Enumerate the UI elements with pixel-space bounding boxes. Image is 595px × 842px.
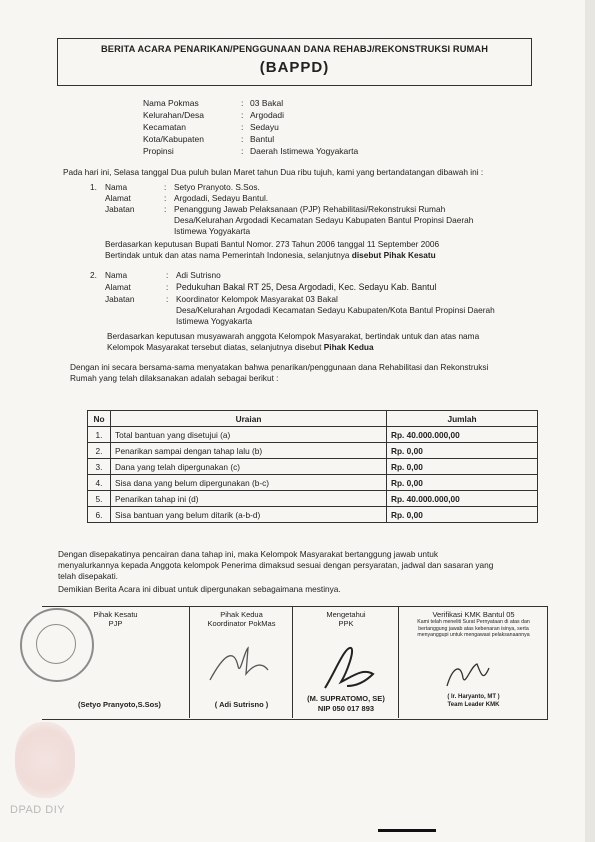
sig-role: Pihak Kesatu [93, 610, 138, 619]
row-uraian: Sisa dana yang belum dipergunakan (b-c) [111, 475, 387, 491]
identity-label-kecamatan: Kecamatan [143, 122, 186, 132]
sig-note: Kami telah meneliti Surat Pernyataan di atas dan bertanggung jawab atas kebenaran isinya, serta menyanggupi untuk mengawasi pelaksanaannya [417, 619, 530, 638]
closing-line4: Demikian Berita Acara ini dibuat untuk dipergunakan sebagaimana mestinya. [58, 584, 341, 594]
crest-watermark [15, 722, 75, 798]
row-jumlah: Rp. 0,00 [387, 459, 538, 475]
table-row [88, 427, 538, 443]
scan-mark [378, 829, 436, 832]
row-uraian: Dana yang telah dipergunakan (c) [111, 459, 387, 475]
identity-value-pokmas: 03 Bakal [250, 98, 284, 108]
party2-nama-label: Nama [105, 270, 128, 280]
party2-jabatan-line1: Koordinator Kelompok Masyarakat 03 Bakal [176, 294, 338, 304]
colon: : [164, 193, 167, 203]
document-code: (BAPPD) [259, 59, 330, 76]
sig-role: Verifikasi KMK Bantul 05 [432, 610, 515, 619]
row-jumlah: Rp. 40.000.000,00 [387, 427, 538, 443]
party2-jabatan-label: Jabatan [105, 294, 135, 304]
row-uraian: Sisa bantuan yang belum ditarik (a-b-d) [111, 507, 387, 523]
sig-name: ( Adi Sutrisno ) [214, 700, 269, 709]
party1-acting-bold: disebut Pihak Kesatu [351, 250, 436, 260]
page-edge-shadow [585, 0, 595, 842]
identity-colon: : [241, 110, 244, 120]
agreement-line2: Rumah yang telah dilaksanakan adalah sebagai berikut : [70, 373, 279, 383]
column-header-jumlah: Jumlah [387, 411, 538, 427]
table-row [88, 475, 538, 491]
party2-basis-line1: Berdasarkan keputusan musyawarah anggota Kelompok Masyarakat, bertindak untuk dan atas nama [107, 331, 480, 341]
identity-value-kabupaten: Bantul [250, 134, 275, 144]
party1-alamat-label: Alamat [105, 193, 131, 203]
closing-line1: Dengan disepakatinya pencairan dana tahap ini, maka Kelompok Masyarakat bertanggung jawab untuk [58, 549, 439, 559]
signature-cell-verifikasi [398, 606, 548, 718]
identity-colon: : [241, 134, 244, 144]
party2-basis-bold: Pihak Kedua [323, 342, 374, 352]
party2-number: 2. [90, 270, 97, 280]
closing-line2: menyalurkannya kepada Anggota kelompok Penerima dimaksud sesuai dengan persyaratan, jadwal dan sasaran yang [58, 560, 494, 570]
row-uraian: Penarikan tahap ini (d) [111, 491, 387, 507]
sig-team: Team Leader KMK [447, 702, 500, 708]
identity-value-propinsi: Daerah Istimewa Yogyakarta [250, 146, 359, 156]
identity-colon: : [241, 146, 244, 156]
party1-nama-label: Nama [105, 182, 128, 192]
identity-value-desa: Argodadi [250, 110, 285, 120]
identity-label-kabupaten: Kota/Kabupaten [143, 134, 204, 144]
sig-title: PPK [338, 619, 354, 628]
disbursement-table [87, 410, 538, 523]
row-no: 1. [88, 427, 111, 443]
intro-paragraph: Pada hari ini, Selasa tanggal Dua puluh bulan Maret tahun Dua ribu tujuh, kami yang bertandatangan dibawah ini : [63, 167, 484, 177]
watermark-text: DPAD DIY [10, 804, 66, 816]
identity-colon: : [241, 98, 244, 108]
party1-number: 1. [90, 182, 97, 192]
row-no: 6. [88, 507, 111, 523]
party1-acting-text: Bertindak untuk dan atas nama Pemerintah Indonesia, selanjutnya [105, 250, 352, 260]
party1-alamat: Argodadi, Sedayu Bantul. [174, 193, 269, 203]
party2-jabatan-line2: Desa/Kelurahan Argodadi Kecamatan Sedayu Kabupaten/Kota Bantul Propinsi Daerah [176, 305, 495, 315]
signature-scribble [317, 642, 379, 694]
identity-label-propinsi: Propinsi [143, 146, 174, 156]
row-jumlah: Rp. 40.000.000,00 [387, 491, 538, 507]
colon: : [166, 270, 169, 280]
row-jumlah: Rp. 0,00 [387, 507, 538, 523]
sig-name: (Setyo Pranyoto,S.Sos) [78, 700, 161, 709]
party2-alamat: Pedukuhan Bakal RT 25, Desa Argodadi, Kec. Sedayu Kab. Bantul [176, 282, 437, 292]
sig-title: PJP [108, 619, 123, 628]
signature-cell-pihak-kedua [189, 606, 293, 718]
signature-cell-mengetahui [292, 606, 399, 718]
colon: : [166, 294, 169, 304]
table-row [88, 459, 538, 475]
row-no: 4. [88, 475, 111, 491]
colon: : [166, 282, 169, 292]
party1-jabatan-line3: Istimewa Yogyakarta [174, 226, 251, 236]
sig-role: Mengetahui [326, 610, 366, 619]
identity-label-pokmas: Nama Pokmas [143, 98, 199, 108]
party2-jabatan-line3: Istimewa Yogyakarta [176, 316, 253, 326]
column-header-no: No [88, 411, 111, 427]
party2-basis-text: Kelompok Masyarakat tersebut diatas, selanjutnya disebut [107, 342, 324, 352]
party1-acting [105, 250, 436, 261]
party1-nama: Setyo Pranyoto. S.Sos. [174, 182, 260, 192]
agreement-line1: Dengan ini secara bersama-sama menyatakan bahwa penarikan/penggunaan dana Rehabilitasi dan Rekonstruksi [70, 362, 489, 372]
colon: : [164, 204, 167, 214]
party1-jabatan-line2: Desa/Kelurahan Argodadi Kecamatan Sedayu Kabupaten Bantul Propinsi Daerah [174, 215, 474, 225]
row-no: 3. [88, 459, 111, 475]
signature-scribble [204, 644, 274, 690]
party2-basis-line2 [107, 342, 374, 353]
table-row [88, 507, 538, 523]
column-header-uraian: Uraian [111, 411, 387, 427]
row-uraian: Penarikan sampai dengan tahap lalu (b) [111, 443, 387, 459]
party2-alamat-label: Alamat [105, 282, 131, 292]
document-title: BERITA ACARA PENARIKAN/PENGGUNAAN DANA REHABJ/REKONSTRUKSI RUMAH [100, 44, 489, 54]
row-no: 2. [88, 443, 111, 459]
party1-jabatan-line1: Penanggung Jawab Pelaksanaan (PJP) Rehabilitasi/Rekonstruksi Rumah [174, 204, 446, 214]
sig-title: Koordinator PokMas [207, 619, 276, 628]
signature-scribble [443, 658, 493, 692]
row-no: 5. [88, 491, 111, 507]
sig-name: (M. SUPRATOMO, SE) [307, 694, 385, 703]
sig-role: Pihak Kedua [220, 610, 263, 619]
party1-jabatan-label: Jabatan [105, 204, 135, 214]
row-jumlah: Rp. 0,00 [387, 475, 538, 491]
party1-basis: Berdasarkan keputusan Bupati Bantul Nomor. 273 Tahun 2006 tanggal 11 September 2006 [105, 239, 440, 249]
row-jumlah: Rp. 0,00 [387, 443, 538, 459]
title-box [57, 38, 532, 86]
party2-nama: Adi Sutrisno [176, 270, 221, 280]
sig-name: ( Ir. Haryanto, MT ) [447, 694, 500, 700]
identity-value-kecamatan: Sedayu [250, 122, 279, 132]
sig-nip: NIP 050 017 893 [317, 704, 375, 713]
table-row [88, 491, 538, 507]
table-header-row [88, 411, 538, 427]
colon: : [164, 182, 167, 192]
official-stamp [20, 608, 94, 682]
table-row [88, 443, 538, 459]
row-uraian: Total bantuan yang disetujui (a) [111, 427, 387, 443]
closing-line3: telah disepakati. [58, 571, 118, 581]
identity-label-desa: Kelurahan/Desa [143, 110, 204, 120]
identity-colon: : [241, 122, 244, 132]
